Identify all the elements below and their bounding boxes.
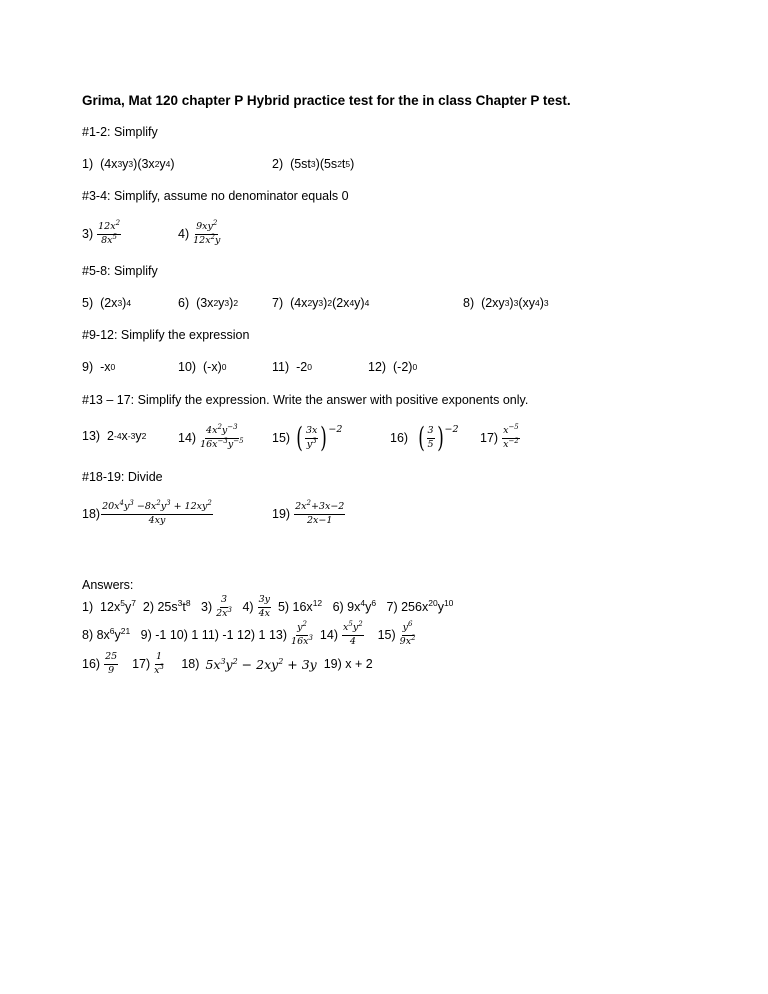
answer-line-2: 8) $8x^6y^{21}$ 9) -1 10) 1 11) -1 12) 1 13) $\frac{y^2}{16x^3}$ 14) $\frac{x^5y^2}{4}$ 15) $\frac{y^6}{9x^2}$ xyxy=(82,619,416,647)
problem-12: 12) (-2) 0 xyxy=(368,360,418,374)
problem-label: 15) xyxy=(272,431,291,445)
section-heading-3-4: #3-4: Simplify, assume no denominator equals 0 xyxy=(82,189,349,203)
answer-14-label: 14) xyxy=(319,628,338,643)
problem-4: 4) $\frac{9xy^2}{12x^2y}$ xyxy=(178,218,221,246)
answers-9-13: 9) -1 10) 1 11) -1 12) 1 13) xyxy=(140,628,288,643)
answers-heading: Answers: xyxy=(82,578,134,592)
answer-2: 2) 25s xyxy=(142,600,178,615)
answer-7: 7) 256x xyxy=(386,600,429,615)
problem-11: 11) -2 0 xyxy=(272,360,312,374)
problem-label: 7) xyxy=(272,296,284,310)
answer-line-3: 16) $\frac{25}{9}$ 17) $\frac{1}{x^3}$ 18) $5x^3y^2 - 2xy^2 + 3y$ 19) x + 2 xyxy=(82,651,373,676)
answer-18-label: 18) xyxy=(181,657,200,672)
section-heading-5-8: #5-8: Simplify xyxy=(82,264,158,278)
problem-label: 18) xyxy=(82,507,101,522)
problem-label: 1) xyxy=(82,157,94,171)
problem-18: 18) $\frac{20x^4y^3 -8x^2y^3 + 12xy^2}{4xy}$ xyxy=(82,498,212,526)
problem-5: 5) (2x 3 ) 4 xyxy=(82,296,132,310)
answer-19: 19) x + 2 xyxy=(323,657,373,672)
problem-7: 7) (4x 2 y 3 ) 2 (2x 4 y) 4 xyxy=(272,296,370,310)
problem-label: 13) xyxy=(82,429,101,443)
answer-4-label: 4) xyxy=(242,600,254,615)
problem-9: 9) -x 0 xyxy=(82,360,116,374)
section-heading-13-17: #13 – 17: Simplify the expression. Write the answer with positive exponents only. xyxy=(82,393,529,407)
problem-label: 17) xyxy=(480,431,499,446)
problem-15: 15) ( $\frac{3x}{y^3}$ ) −2 xyxy=(272,421,343,454)
problem-label: 10) xyxy=(178,360,197,374)
answer-17-label: 17) xyxy=(132,657,151,672)
problem-2: 2) (5st 3 )(5s 2 t 5 ) xyxy=(272,157,355,171)
section-heading-1-2: #1-2: Simplify xyxy=(82,125,158,139)
answer-15-label: 15) xyxy=(377,628,396,643)
problem-label: 6) xyxy=(178,296,190,310)
problem-label: 14) xyxy=(178,431,197,446)
problem-label: 5) xyxy=(82,296,94,310)
problem-13: 13) 2 -4 x -3 y 2 xyxy=(82,429,147,443)
problem-label: 11) xyxy=(272,360,290,374)
answer-line-1: 1) $12x^5y^7$ 2) $25s^3t^8$ 3) $\frac{3}{2x^3}$ 4) $\frac{3y}{4x}$ 5) $16x^{12}$ 6) $9x^4y^6$ 7) $256x^{20}y^{10}$ xyxy=(82,594,454,619)
answer-5: 5) 16x xyxy=(277,600,313,615)
page-title: Grima, Mat 120 chapter P Hybrid practice test for the in class Chapter P test. xyxy=(82,93,571,108)
problem-8: 8) (2xy 3 ) 3 (xy 4 ) 3 xyxy=(463,296,549,310)
problem-16: 16) ( $\frac{3}{5}$ ) −2 xyxy=(390,421,459,454)
answer-6: 6) 9x xyxy=(332,600,361,615)
section-heading-9-12: #9-12: Simplify the expression xyxy=(82,328,250,342)
problem-label: 8) xyxy=(463,296,475,310)
problem-17: 17) $\frac{x^{-5}}{x^{-2}}$ xyxy=(480,422,519,450)
problem-label: 4) xyxy=(178,227,190,242)
problem-label: 19) xyxy=(272,507,291,522)
problem-19: 19) $\frac{2x^2+3x-2}{2x-1}$ xyxy=(272,498,345,526)
problem-label: 9) xyxy=(82,360,94,374)
problem-label: 3) xyxy=(82,227,94,242)
answer-8: 8) 8x xyxy=(82,628,110,643)
problem-10: 10) (-x) 0 xyxy=(178,360,227,374)
problem-3: 3) $\frac{12x^2}{8x^5}$ xyxy=(82,218,121,246)
problem-14: 14) $\frac{4x^2y^{-3}}{16x^{-3}y^{-5}}$ xyxy=(178,422,244,450)
problem-6: 6) (3x 2 y 3 ) 2 xyxy=(178,296,239,310)
problem-1: 1) (4x 3 y 3 )(3x 2 y 4 ) xyxy=(82,157,175,171)
problem-label: 2) xyxy=(272,157,284,171)
problem-label: 16) xyxy=(390,431,409,445)
section-heading-18-19: #18-19: Divide xyxy=(82,470,163,484)
problem-label: 12) xyxy=(368,360,387,374)
